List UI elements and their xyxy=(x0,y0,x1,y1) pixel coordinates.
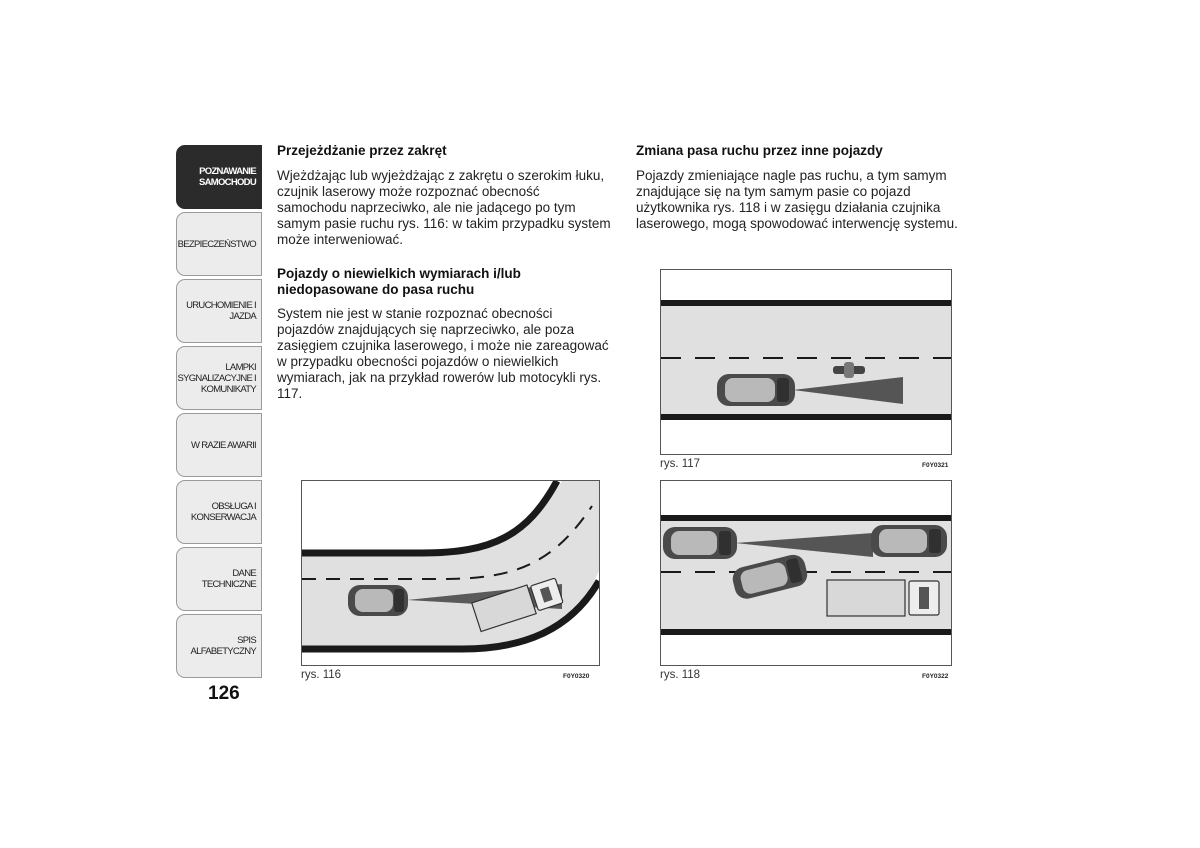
user-car xyxy=(663,527,737,559)
caption-116: rys. 116 xyxy=(301,669,342,681)
road-edge-bottom xyxy=(661,629,951,635)
truck xyxy=(827,580,939,616)
user-car xyxy=(348,585,408,616)
car-ahead xyxy=(871,525,947,557)
paragraph-curve: Wjeżdżając lub wyjeżdżając z zakrętu o szerokim łuku, czujnik laserowy może rozpoznać obecność samochodu naprzeciwko, ale nie jadącego po tym samym pasie ruchu rys. 116: w takim przypadku system może interweniować. xyxy=(277,168,611,247)
heading-small-vehicles: Pojazdy o niewielkich wymiarach i/lub niedopasowane do pasa ruchu xyxy=(277,266,521,297)
figure-117 xyxy=(660,269,952,455)
code-116: F0Y0320 xyxy=(563,673,590,680)
road-edge-top xyxy=(661,300,951,306)
tab-w-razie-awarii[interactable]: W RAZIE AWARII xyxy=(176,413,262,477)
paragraph-small-vehicles: System nie jest w stanie rozpoznać obecności pojazdów znajdujących się naprzeciwko, ale poza zasięgiem czujnika laserowego, i może nie zareagować w przypadku obecności pojazdów o niewielkich wymiarach, jak na przykład rowerów lub motocykli rys. 117. xyxy=(277,306,609,401)
figure-118 xyxy=(660,480,952,666)
left-column xyxy=(277,143,612,402)
right-column xyxy=(636,143,981,232)
code-118: F0Y0322 xyxy=(922,673,949,680)
code-117: F0Y0321 xyxy=(922,462,949,469)
page-number: 126 xyxy=(208,683,240,704)
tab-obsluga-i-konserwacja[interactable]: OBSŁUGA I KONSERWACJA xyxy=(176,480,262,544)
heading-lane-change: Zmiana pasa ruchu przez inne pojazdy xyxy=(636,143,883,158)
heading-curve: Przejeżdżanie przez zakręt xyxy=(277,143,447,158)
figure-116-illustration xyxy=(302,481,599,665)
figure-117-illustration xyxy=(661,270,951,454)
figure-118-illustration xyxy=(661,481,951,665)
tab-uruchomienie-i-jazda[interactable]: URUCHOMIENIE I JAZDA xyxy=(176,279,262,343)
tab-poznawanie-samochodu[interactable]: POZNAWANIE SAMOCHODU xyxy=(176,145,262,209)
tab-bezpieczenstwo[interactable]: BEZPIECZEŃSTWO xyxy=(176,212,262,276)
road-edge-top xyxy=(661,515,951,521)
caption-118: rys. 118 xyxy=(660,669,701,681)
tab-dane-techniczne[interactable]: DANE TECHNICZNE xyxy=(176,547,262,611)
caption-117: rys. 117 xyxy=(660,458,701,470)
figure-116 xyxy=(301,480,600,666)
road-edge-bottom xyxy=(661,414,951,420)
tab-lampki-sygnalizacyjne[interactable]: LAMPKI SYGNALIZACYJNE I KOMUNIKATY xyxy=(176,346,262,410)
road-surface xyxy=(661,304,951,416)
user-car xyxy=(717,374,795,406)
paragraph-lane-change: Pojazdy zmieniające nagle pas ruchu, a tym samym znajdujące się na tym samym pasie co pojazd użytkownika rys. 118 i w zasięgu działania czujnika laserowego, mogą spowodować interwencję systemu. xyxy=(636,168,958,231)
tab-spis-alfabetyczny[interactable]: SPIS ALFABETYCZNY xyxy=(176,614,262,678)
